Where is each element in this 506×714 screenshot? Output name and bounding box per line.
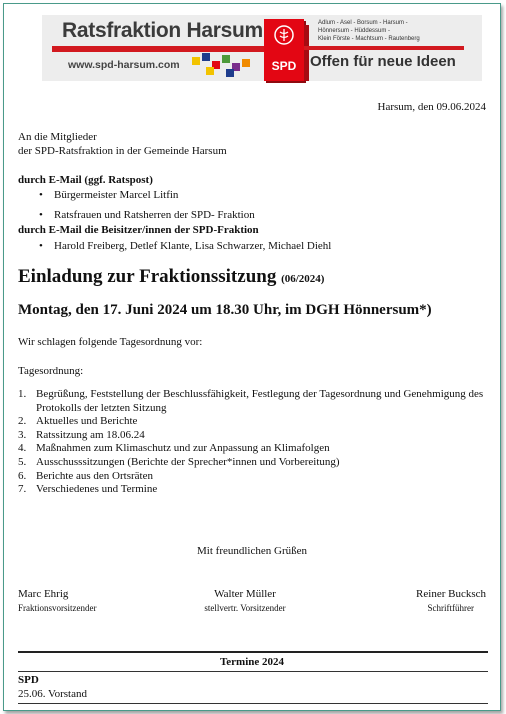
agenda-text: Ausschusssitzungen (Berichte der Sprecher*innen und Vorbereitung) [36, 455, 340, 468]
agenda-item [18, 442, 488, 456]
agenda-item [18, 429, 488, 443]
agenda-text: Ratssitzung am 18.06.24 [36, 428, 145, 441]
divider [18, 703, 488, 704]
signatory-name: Reiner Bucksch [416, 588, 486, 600]
place-date: Harsum, den 09.06.2024 [377, 101, 486, 113]
agenda-item [18, 470, 488, 484]
mosaic-tile [192, 57, 200, 65]
letterhead-banner [42, 15, 482, 81]
agenda-number: 6. [18, 469, 27, 482]
document-page [3, 3, 501, 711]
village-line: Hönnersum - Hüddessum - [318, 28, 391, 34]
agenda-number: 1. [18, 388, 27, 400]
meeting-line: Montag, den 17. Juni 2024 um 18.30 Uhr, im DGH Hönnersum*) [18, 302, 432, 318]
termine-entry: 25.06. Vorstand [18, 688, 87, 700]
agenda-item [18, 456, 488, 470]
signatory-name: Walter Müller [214, 588, 276, 600]
agenda-number: 3. [18, 428, 27, 441]
brand-url: www.spd-harsum.com [68, 59, 180, 71]
agenda-text: Aktuelles und Berichte [36, 415, 138, 428]
title-suffix: (06/2024) [281, 273, 325, 285]
list-item: • Ratsfrauen und Ratsherren der SPD- Fraktion [54, 209, 255, 222]
agenda-number: 4. [18, 442, 27, 455]
intro-text: Wir schlagen folgende Tagesordnung vor: [18, 336, 203, 348]
mosaic-tile [222, 55, 230, 63]
signatory-name: Marc Ehrig [18, 588, 69, 600]
closing-greeting: Mit freundlichen Grüßen [197, 545, 307, 557]
mosaic-tile [226, 69, 234, 77]
slogan: Offen für neue Ideen [310, 53, 456, 70]
signatory-role: Schriftführer [427, 603, 474, 613]
signatory-role: stellvertr. Vorsitzender [204, 603, 286, 613]
spd-logo [264, 19, 304, 81]
mosaic-tile [206, 67, 214, 75]
red-stripe-right [304, 46, 464, 50]
village-list [318, 19, 478, 43]
village-line: Klein Förste - Machtsum - Rautenberg [318, 36, 420, 42]
agenda-list [18, 388, 488, 497]
logo-shadow [304, 25, 309, 81]
logo-text: SPD [271, 59, 297, 73]
mosaic-tile [202, 53, 210, 61]
agenda-text: Verschiedenes und Termine [36, 483, 158, 496]
termine-group: SPD [18, 674, 39, 686]
termine-heading: Termine 2024 [219, 656, 285, 668]
agenda-item [18, 388, 488, 415]
title-text: Einladung zur Fraktionssitzung [18, 266, 277, 287]
agenda-item [18, 483, 488, 497]
agenda-number: 5. [18, 455, 27, 468]
rose-emblem-icon [274, 25, 294, 45]
agenda-text: Maßnahmen zum Klimaschutz und zur Anpassung an Klimafolgen [36, 442, 330, 455]
mosaic-tile [242, 59, 250, 67]
color-mosaic-icon [192, 51, 252, 81]
divider [18, 651, 488, 653]
distribution-label: durch E-Mail die Beisitzer/innen der SPD-Fraktion [18, 224, 259, 236]
agenda-number: 2. [18, 415, 27, 428]
recipient-line: An die Mitglieder [18, 131, 97, 143]
village-line: Adlum - Asel - Borsum - Harsum - [318, 20, 408, 26]
agenda-label: Tagesordnung: [18, 365, 84, 377]
distribution-label: durch E-Mail (ggf. Ratspost) [18, 174, 153, 186]
signatory-role: Fraktionsvorsitzender [18, 603, 97, 613]
agenda-number: 7. [18, 483, 27, 496]
list-item: • Bürgermeister Marcel Litfin [54, 189, 178, 202]
agenda-text: Berichte aus den Ortsräten [36, 469, 153, 482]
brand-title: Ratsfraktion Harsum [62, 19, 263, 42]
list-item: • Harold Freiberg, Detlef Klante, Lisa Schwarzer, Michael Diehl [54, 240, 331, 253]
divider [18, 671, 488, 672]
document-title [18, 266, 324, 288]
agenda-item [18, 415, 488, 429]
agenda-text: Begrüßung, Feststellung der Beschlussfähigkeit, Festlegung der Tagesordnung und Genehmigung des Protokolls der letzten Sitzung [36, 388, 484, 414]
recipient-line: der SPD-Ratsfraktion in der Gemeinde Harsum [18, 145, 227, 157]
